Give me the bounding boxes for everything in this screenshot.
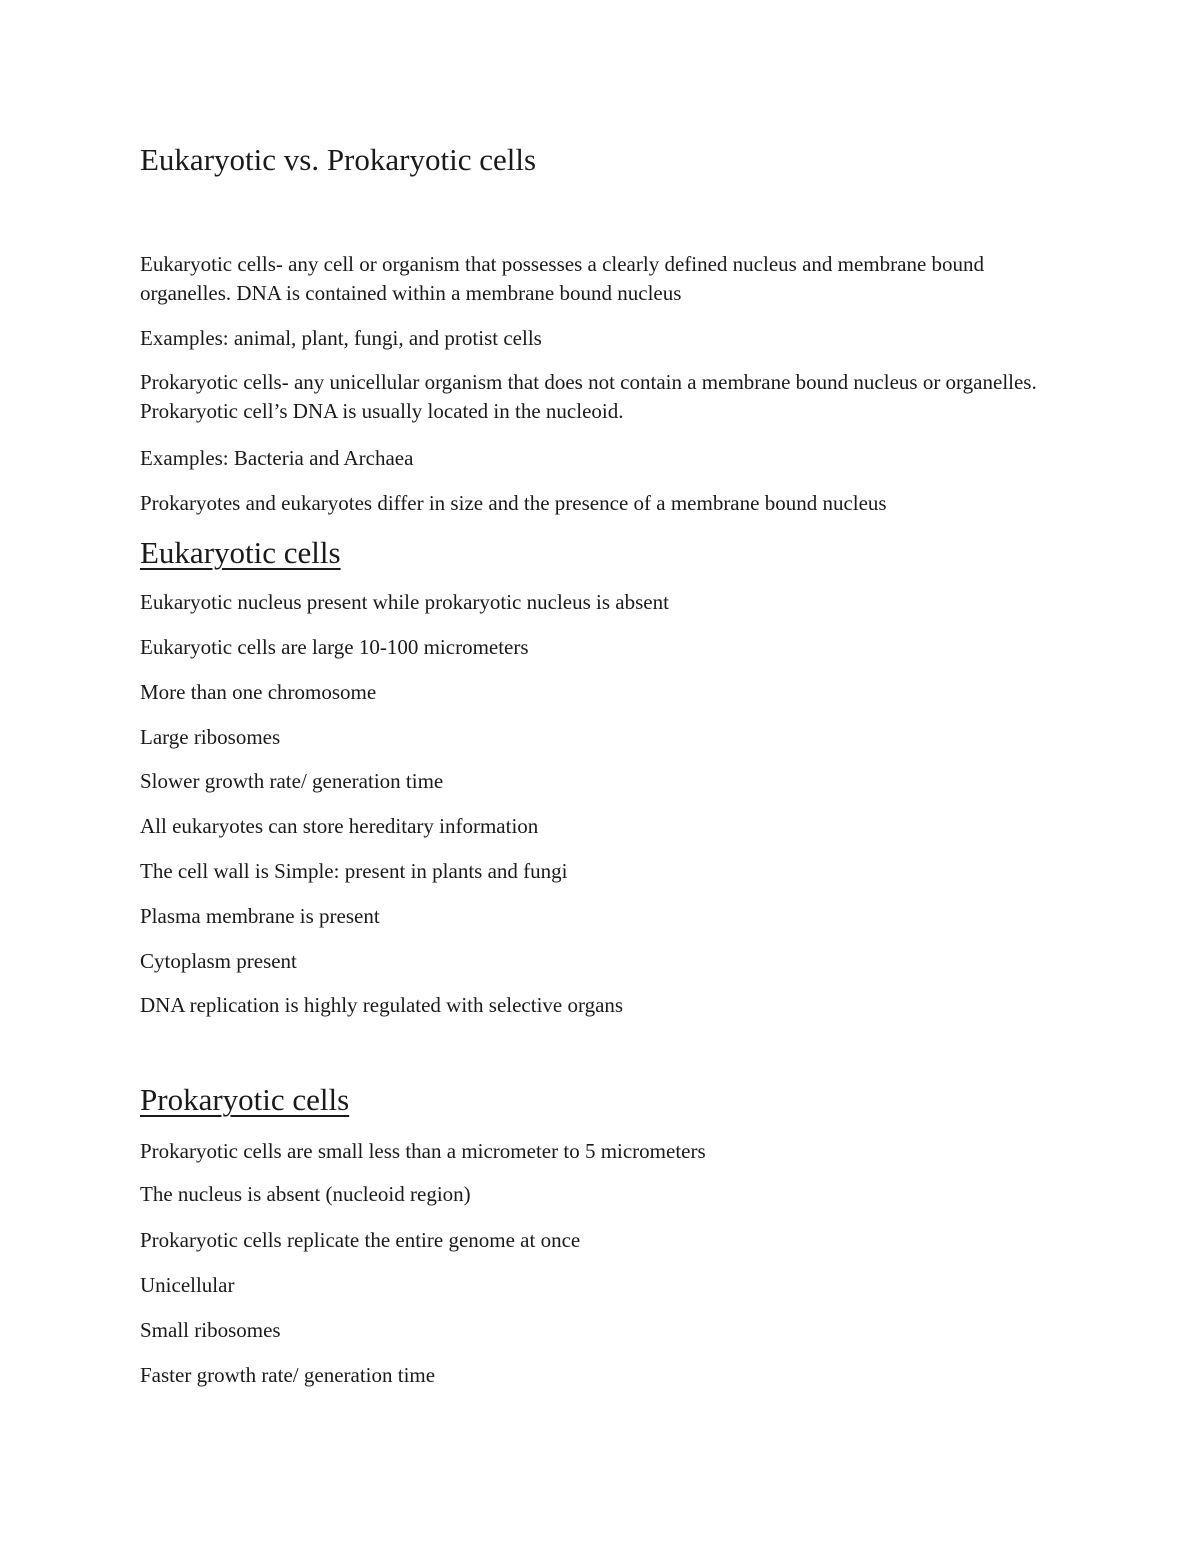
intro-prokaryotic-examples: Examples: Bacteria and Archaea [140,446,414,470]
eukaryotic-item: Eukaryotic cells are large 10-100 micrometers [140,635,529,659]
eukaryotic-item: Eukaryotic nucleus present while prokaryotic nucleus is absent [140,590,669,614]
intro-eukaryotic-examples: Examples: animal, plant, fungi, and protist cells [140,326,542,350]
eukaryotic-item: Large ribosomes [140,725,281,749]
prokaryotic-item: Prokaryotic cells replicate the entire genome at once [140,1228,581,1252]
eukaryotic-item: DNA replication is highly regulated with selective organs [140,993,624,1017]
eukaryotic-item: Plasma membrane is present [140,904,380,928]
eukaryotic-section-heading: Eukaryotic cells [140,535,341,570]
document-title: Eukaryotic vs. Prokaryotic cells [140,142,537,177]
prokaryotic-item: Small ribosomes [140,1318,281,1342]
eukaryotic-item: Cytoplasm present [140,949,297,973]
prokaryotic-section-heading: Prokaryotic cells [140,1082,350,1117]
eukaryotic-item: More than one chromosome [140,680,377,704]
intro-eukaryotic-definition: Eukaryotic cells- any cell or organism that possesses a clearly defined nucleus and membrane bound organelles. DNA is contained within a membrane bound nucleus [140,252,985,305]
eukaryotic-item: Slower growth rate/ generation time [140,769,444,793]
prokaryotic-item: The nucleus is absent (nucleoid region) [140,1182,471,1206]
prokaryotic-item: Faster growth rate/ generation time [140,1363,436,1387]
eukaryotic-item: All eukaryotes can store hereditary information [140,814,539,838]
eukaryotic-item: The cell wall is Simple: present in plants and fungi [140,859,568,883]
intro-prokaryotic-definition: Prokaryotic cells- any unicellular organism that does not contain a membrane bound nucleus or organelles. Prokaryotic cell’s DNA is usually located in the nucleoid. [140,370,1037,423]
prokaryotic-item: Unicellular [140,1273,235,1297]
intro-difference: Prokaryotes and eukaryotes differ in size and the presence of a membrane bound nucleus [140,491,887,515]
document-page [140,0,1060,1553]
prokaryotic-item: Prokaryotic cells are small less than a micrometer to 5 micrometers [140,1139,706,1163]
